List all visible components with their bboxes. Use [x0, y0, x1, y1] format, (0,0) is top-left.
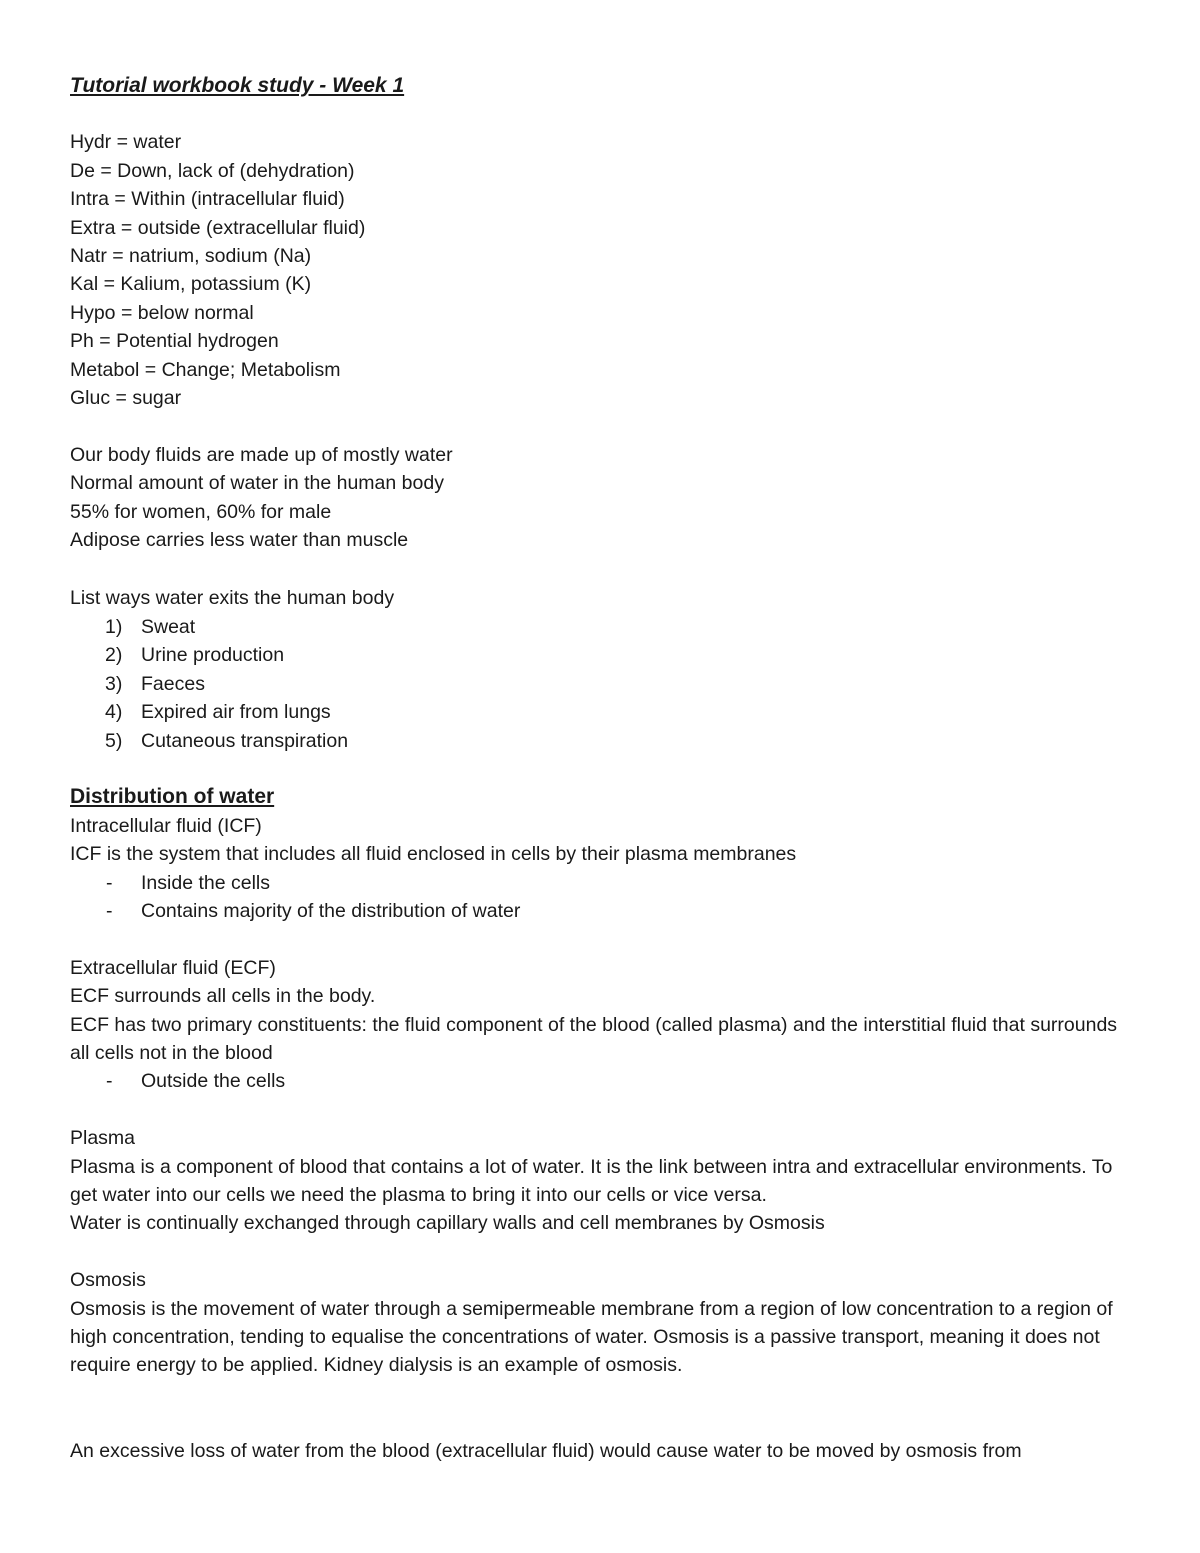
list-item-text: Cutaneous transpiration [141, 729, 349, 752]
bullet-marker: - [106, 1070, 113, 1093]
ecf-description: ECF surrounds all cells in the body. [70, 985, 376, 1008]
list-number: 4) [105, 701, 123, 724]
term-line: Hypo = below normal [70, 301, 254, 324]
term-line: Extra = outside (extracellular fluid) [70, 216, 366, 239]
body-fluids-line: 55% for women, 60% for male [70, 500, 332, 523]
terms-list [70, 128, 1140, 412]
spacer [70, 1238, 1140, 1266]
list-item [70, 1067, 1140, 1095]
list-item [70, 727, 1140, 755]
term-line: Hydr = water [70, 131, 182, 154]
list-item-text: Inside the cells [141, 871, 270, 894]
list-number: 5) [105, 729, 123, 752]
spacer [70, 554, 1140, 584]
ecf-constituents: ECF has two primary constituents: the fluid component of the blood (called plasma) and the interstitial fluid that surrounds all cells not in the blood [70, 1013, 1118, 1064]
term-line: De = Down, lack of (dehydration) [70, 159, 355, 182]
bullet-marker: - [106, 899, 113, 922]
list-item [70, 698, 1140, 726]
body-fluids-section [70, 441, 1140, 555]
list-item-text: Expired air from lungs [141, 701, 331, 724]
water-exits-section [70, 584, 1140, 754]
spacer [70, 412, 1140, 440]
list-number: 1) [105, 615, 123, 638]
spacer [70, 755, 1140, 783]
term-line: Ph = Potential hydrogen [70, 330, 279, 353]
list-item [70, 613, 1140, 641]
term-line: Metabol = Change; Metabolism [70, 358, 341, 381]
term-line: Kal = Kalium, potassium (K) [70, 273, 312, 296]
icf-label: Intracellular fluid (ICF) [70, 814, 262, 837]
list-item [70, 670, 1140, 698]
term-line: Intra = Within (intracellular fluid) [70, 188, 345, 211]
list-item-text: Contains majority of the distribution of water [141, 899, 521, 922]
osmosis-description: Osmosis is the movement of water through a semipermeable membrane from a region of low concentration to a region of high concentration, tending to equalise the concentrations of water. Osmosis is a passive transport, meaning it does not require energy to be applied. Kidney dialysis is an example of osmosis. [70, 1297, 1113, 1377]
list-item [70, 641, 1140, 669]
list-number: 2) [105, 644, 123, 667]
closing-paragraph: An excessive loss of water from the blood (extracellular fluid) would cause water to be moved by osmosis from [70, 1439, 1022, 1462]
body-fluids-line: Our body fluids are made up of mostly water [70, 443, 453, 466]
list-item [70, 869, 1140, 897]
spacer [70, 1096, 1140, 1124]
plasma-description: Plasma is a component of blood that contains a lot of water. It is the link between intra and extracellular environments. To get water into our cells we need the plasma to bring it into our cells or vice versa. [70, 1155, 1113, 1206]
list-item-text: Faeces [141, 672, 205, 695]
water-exits-intro: List ways water exits the human body [70, 587, 395, 610]
distribution-section [70, 783, 1140, 1465]
term-line: Natr = natrium, sodium (Na) [70, 245, 312, 268]
body-fluids-line: Adipose carries less water than muscle [70, 529, 409, 552]
document-title: Tutorial workbook study - Week 1 [70, 74, 405, 97]
list-number: 3) [105, 672, 123, 695]
bullet-marker: - [106, 871, 113, 894]
list-item [70, 897, 1140, 925]
spacer [70, 925, 1140, 953]
list-item-text: Urine production [141, 644, 285, 667]
plasma-exchange: Water is continually exchanged through capillary walls and cell membranes by Osmosis [70, 1212, 825, 1235]
osmosis-label: Osmosis [70, 1269, 146, 1292]
plasma-label: Plasma [70, 1127, 136, 1150]
spacer [70, 1380, 1140, 1437]
section-heading: Distribution of water [70, 785, 275, 809]
term-line: Gluc = sugar [70, 387, 182, 410]
icf-description: ICF is the system that includes all fluid enclosed in cells by their plasma membranes [70, 843, 797, 866]
ecf-label: Extracellular fluid (ECF) [70, 956, 276, 979]
list-item-text: Sweat [141, 615, 196, 638]
body-fluids-line: Normal amount of water in the human body [70, 472, 444, 495]
list-item-text: Outside the cells [141, 1070, 286, 1093]
